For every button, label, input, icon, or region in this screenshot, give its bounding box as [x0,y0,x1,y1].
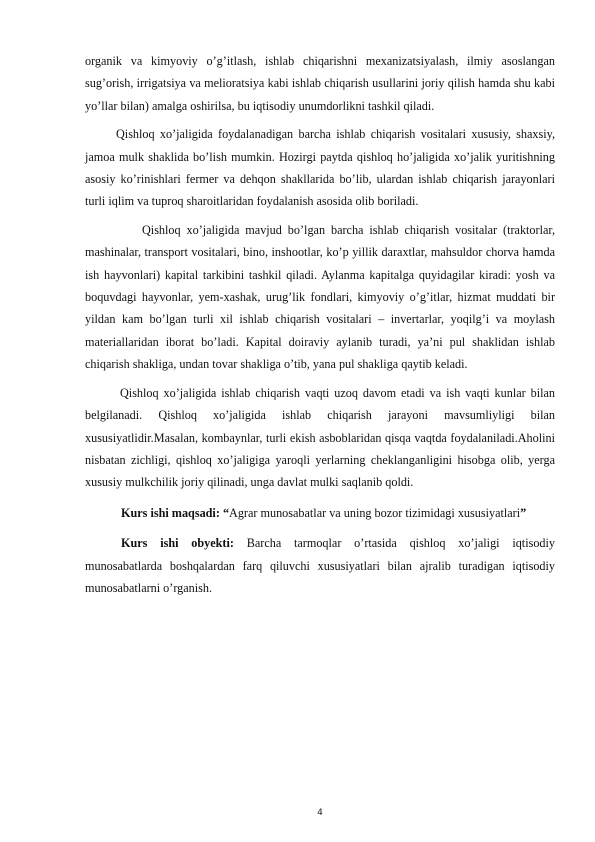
course-object-text: Barcha tarmoqlar o’rtasida qishloq xo’jaligi iqtisodiy munosabatlarda boshqalardan farq qiluvchi xususiyatlari bilan ajralib turadigan iqtisodiy munosabatlarni o’rganish. [85,536,555,595]
document-page [85,50,555,599]
page-number: 4 [317,808,323,818]
course-goal-label: Kurs ishi maqsadi: [121,505,220,520]
paragraph-course-object [85,532,555,599]
paragraph-ownership-forms: Qishloq xo’jaligida foydalanadigan barcha ishlab chiqarish vositalari xususiy, shaxsiy, jamoa mulk shaklida bo’lish mumkin. Hozirgi paytda qishloq ho’jaligida xo’jalik yuritishning asosiy ko’rinishlari fermer va dehqon shakllarida bo’lib, ulardan ishlab chiqarish jarayonlari turli iqlim va tuproq sharoitlaridan foydalanish asosida olib boriladi. [85,127,555,209]
course-goal-open-quote: “ [219,505,230,520]
paragraph-course-goal [85,502,555,524]
course-object-label: Kurs ishi obyekti: [121,536,234,551]
course-goal-text: Agrar munosabatlar va uning bozor tizimidagi xususiyatlari [229,505,521,520]
paragraph-productivity: organik va kimyoviy o’g’itlash, ishlab chiqarishni mexanizatsiyalash, ilmiy asoslangan sug’orish, irrigatsiya va melioratsiya kabi ishlab chiqarish usullarini joriy qilish hamda shu kabi yo’llar bilan) amalga oshirilsa, bu iqtisodiy unumdorlikni tashkil qiladi. [85,54,555,113]
paragraph-production-time: Qishloq xo’jaligida ishlab chiqarish vaqti uzoq davom etadi va ish vaqti kunlar bilan belgilanadi. Qishloq xo’jaligida ishlab chiqarish jarayoni mavsumliyligi bilan xususiyatlidir.Masalan, kombaynlar, turli ekish asboblaridan qisqa vaqtda foydalaniladi.Aholini nisbatan zichligi, qishloq xo’jaligiga yaroqli yerlarning cheklanganligini hisobga olib, yerga xususiy mulkchilik joriy qilinadi, unga davlat mulki saqlanib qoldi. [85,385,555,490]
paragraph-capital: Qishloq xo’jaligida mavjud bo’lgan barcha ishlab chiqarish vositalar (traktorlar, mashinalar, transport vositalari, bino, inshootlar, ko’p yillik daraxtlar, mahsuldor chorva hamda ish hayvonlari) kapital tarkibini tashkil qiladi. Aylanma kapitalga quyidagilar kiradi: yosh va boquvdagi hayvonlar, yem-xashak, urug’lik fondlari, kimyoviy o’g’itlar, hizmat muddati bir yildan kam bo’lgan turli xil ishlab chiqarish vositalari – invertarlar, yoqilg’i va moylash materiallaridan iborat bo’ladi. Kapital doiraviy aylanib turadi, ya’ni pul shaklidan ishlab chiqarish shakliga, undan tovar shakliga o’tib, yana pul shakliga qaytib keladi. [85,222,555,372]
course-goal-close-quote: ” [520,505,527,520]
